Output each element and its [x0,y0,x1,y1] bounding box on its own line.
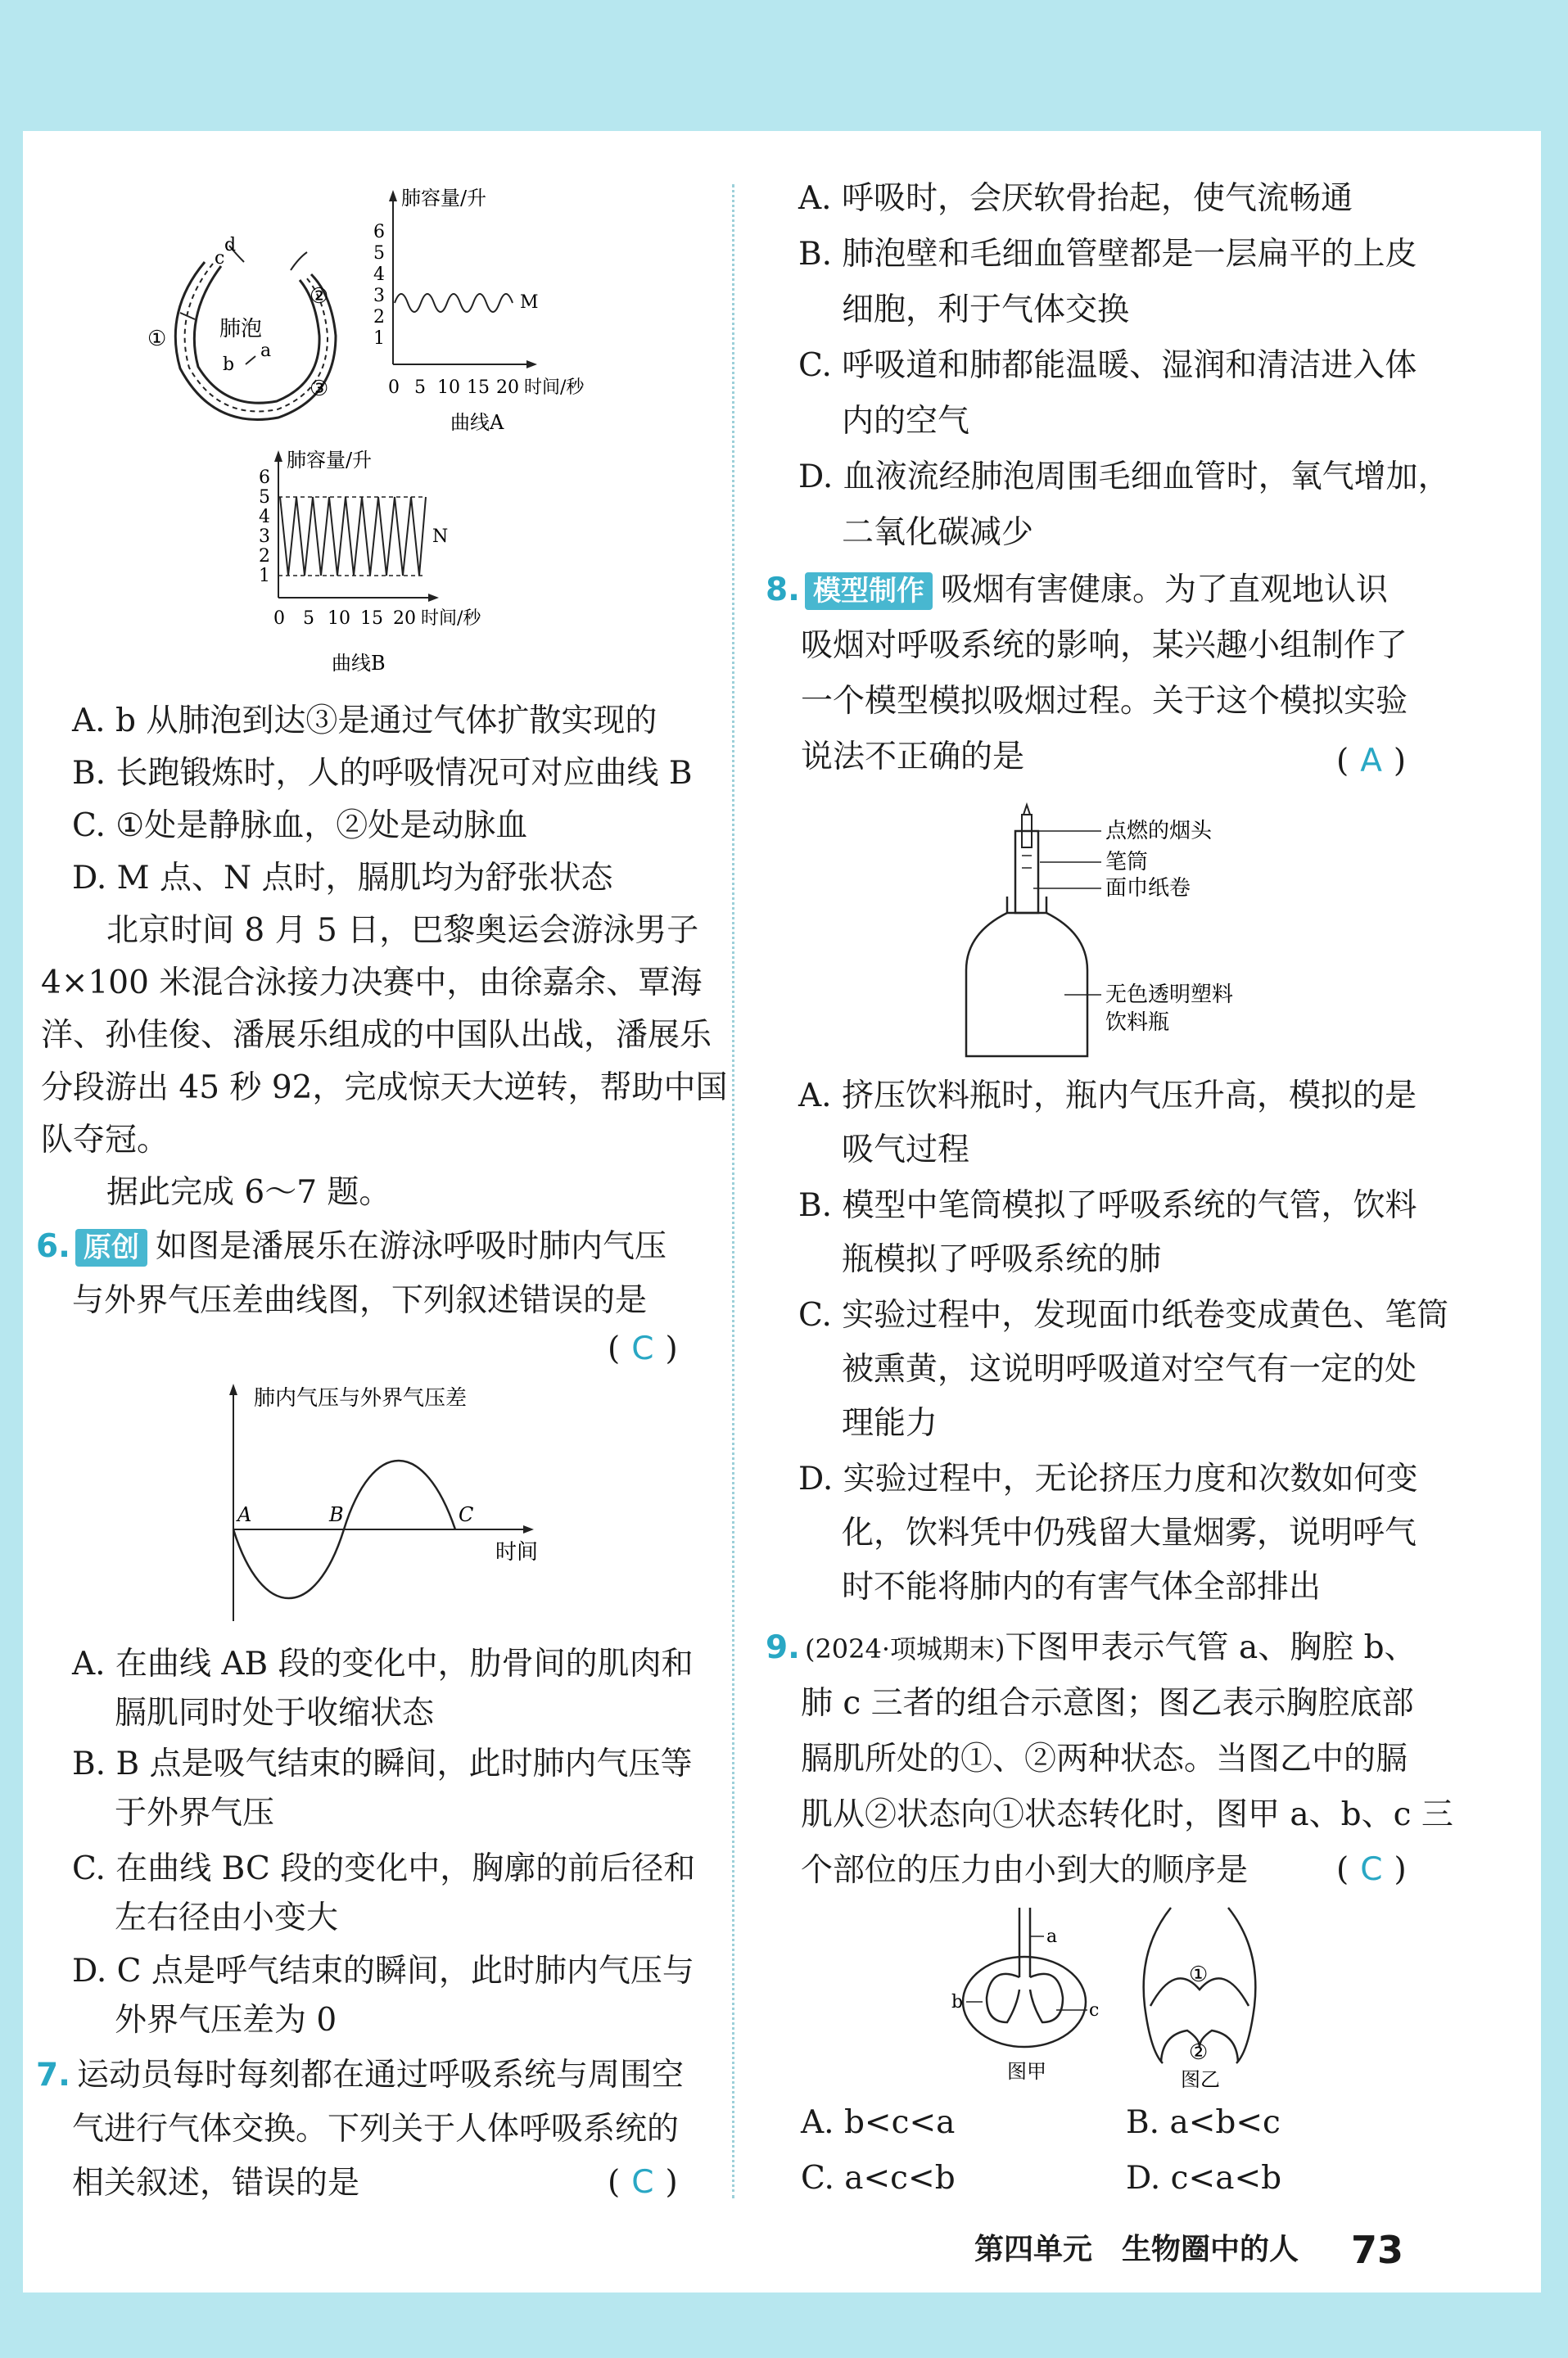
curve-a-ytick: 2 [373,307,385,328]
bottle-label-bottle-line2: 饮料瓶 [1105,1010,1170,1035]
curve-b-ytick: 5 [259,487,270,508]
alveolus-label-a: a [260,341,272,361]
alveolus-label-d: d [224,235,237,255]
curve-b-ytick: 3 [259,526,270,547]
q9-option-b: B. a<b<c [1126,2104,1281,2141]
q9-label-b: b [951,1992,964,2012]
curve-a-figure [368,180,630,442]
passage-line: 4×100 米混合泳接力决赛中，由徐嘉余、覃海 [41,964,703,1001]
q6-option-b-line1: B. B 点是吸气结束的瞬间，此时肺内气压等 [72,1746,693,1782]
q9-option-d: D. c<a<b [1126,2160,1282,2197]
bottle-label-tissue: 面巾纸卷 [1105,876,1191,901]
q9-answer: C [1360,1851,1383,1888]
curve-a-ylabel: 肺容量/升 [401,187,487,210]
q6-pressure-chart [213,1376,573,1629]
curve-a-ytick: 1 [373,328,385,349]
bottom-color-band [0,2292,1568,2358]
q9-option-c: C. a<c<b [801,2160,956,2197]
q9-stem-line1: 下图甲表示气管 a、胸腔 b、 [1005,1629,1417,1666]
q8-stem-line4: 说法不正确的是 [801,739,1025,775]
q7-option-c-line1: C. 呼吸道和肺都能温暖、湿润和清洁进入体 [798,347,1417,384]
q7-option-a: A. 呼吸时，会厌软骨抬起，使气流畅通 [798,180,1353,217]
q9-stem-line5: 个部位的压力由小到大的顺序是 [801,1852,1249,1889]
curve-b-figure [246,442,540,688]
alveolus-figure [147,221,360,442]
q8-stem-line1: 吸烟有害健康。为了直观地认识 [940,571,1388,608]
curve-b-xtick: 20 [393,608,416,629]
q8-stem-line3: 一个模型模拟吸烟过程。关于这个模拟实验 [801,683,1408,720]
left-color-band [0,0,23,2358]
q9-number: 9. [766,1629,800,1666]
q6-stem [36,1220,667,1274]
alveolus-label-c: c [215,248,225,269]
q7-stem-line1: 运动员每时每刻都在通过呼吸系统与周围空 [76,2057,684,2094]
curve-a-ytick: 4 [373,264,385,285]
curve-a-xtick: 10 [437,377,460,398]
q5-option-b: B. 长跑锻炼时，人的呼吸情况可对应曲线 B [72,755,693,792]
q7-stem [36,2049,684,2103]
q7-option-b-line2: 细胞，利于气体交换 [842,291,1130,328]
curve-a-xtick: 0 [388,377,400,398]
curve-b-ytick: 1 [259,566,270,586]
q8-option-b-line1: B. 模型中笔筒模拟了呼吸系统的气管，饮料 [798,1187,1417,1224]
q9-label-state1: ① [1189,1963,1209,1987]
q5-option-c: C. ①处是静脉血，②处是动脉血 [72,807,528,844]
curve-b-xtick: 10 [328,608,350,629]
q8-option-d-line1: D. 实验过程中，无论挤压力度和次数如何变 [798,1461,1418,1497]
q7-answer: C [631,2164,654,2201]
q5-option-a: A. b 从肺泡到达③是通过气体扩散实现的 [72,702,657,739]
q9-stem-line2: 肺 c 三者的组合示意图；图乙表示胸腔底部 [801,1685,1414,1722]
q6-option-a-line2: 膈肌同时处于收缩状态 [115,1695,435,1732]
q6-option-b-line2: 于外界气压 [115,1795,275,1832]
q8-option-b-line2: 瓶模拟了呼吸系统的肺 [842,1241,1162,1278]
q6-stem-line2: 与外界气压差曲线图，下列叙述错误的是 [72,1282,648,1319]
bottle-label-bottle-line1: 无色透明塑料 [1105,982,1234,1007]
bottle-label-cigarette: 点燃的烟头 [1105,819,1213,843]
passage-instruction: 据此完成 6～7 题。 [106,1174,391,1211]
q9-stem-line4: 肌从②状态向①状态转化时，图甲 a、b、c 三 [801,1796,1453,1833]
q8-stem-line2: 吸烟对呼吸系统的影响，某兴趣小组制作了 [801,627,1408,664]
passage-line: 北京时间 8 月 5 日，巴黎奥运会游泳男子 [106,912,699,949]
q8-answer-box: ( A ) [1336,743,1407,779]
q6-chart-ylabel: 肺内气压与外界气压差 [254,1386,468,1411]
q8-option-d-line2: 化，饮料凭中仍残留大量烟雾，说明呼气 [842,1515,1417,1552]
curve-b-xlabel: 时间/秒 [421,608,481,629]
q6-stem-line1: 如图是潘展乐在游泳呼吸时肺内气压 [155,1228,667,1265]
footer-unit-title: 第四单元 生物圈中的人 [974,2233,1299,2266]
q6-option-d-line1: D. C 点是呼气结束的瞬间，此时肺内气压与 [72,1953,694,1990]
curve-a-marker: M [520,292,539,313]
alveolus-label-3: ③ [310,377,329,401]
alveolus-label-lung: 肺泡 [219,317,263,341]
curve-b-ytick: 2 [259,546,270,567]
q8-number: 8. [766,571,800,608]
curve-a-ytick: 6 [373,222,385,242]
q7-option-d-line1: D. 血液流经肺泡周围毛细血管时，氧气增加， [798,458,1450,495]
curve-b-xtick: 0 [273,608,285,629]
q9-stem [766,1621,1417,1676]
curve-b-ytick: 4 [259,507,270,527]
q6-point-b: B [329,1503,344,1526]
right-color-band [1541,0,1568,2358]
q8-option-c-line1: C. 实验过程中，发现面巾纸卷变成黄色、笔筒 [798,1297,1449,1334]
q6-tag-original: 原创 [75,1229,147,1267]
alveolus-label-b: b [223,355,235,375]
q7-option-b-line1: B. 肺泡壁和毛细血管壁都是一层扁平的上皮 [798,236,1417,273]
q7-option-d-line2: 二氧化碳减少 [842,514,1034,551]
column-divider [732,184,734,2198]
q6-answer: C [631,1330,654,1367]
q6-option-c-line2: 左右径由小变大 [115,1900,339,1936]
passage-line: 分段游出 45 秒 92，完成惊天大逆转，帮助中国 [41,1069,728,1106]
page-number: 73 [1351,2228,1404,2272]
curve-b-marker: N [432,526,449,547]
q6-number: 6. [36,1228,70,1265]
q7-option-c-line2: 内的空气 [842,403,970,440]
q9-label-a: a [1046,1927,1058,1947]
q6-point-a: A [237,1503,252,1526]
q8-option-c-line2: 被熏黄，这说明呼吸道对空气有一定的处 [842,1351,1417,1388]
q9-label-c: c [1089,2000,1100,2021]
curve-b-ytick: 6 [259,468,270,488]
passage-line: 洋、孙佳俊、潘展乐组成的中国队出战，潘展乐 [41,1017,712,1054]
q6-answer-box: ( C ) [608,1330,678,1367]
q8-tag-model: 模型制作 [805,572,933,610]
q7-stem-line2: 气进行气体交换。下列关于人体呼吸系统的 [72,2111,680,2148]
curve-a-ytick: 5 [373,243,385,264]
curve-b-xtick: 15 [360,608,383,629]
top-color-band [0,0,1568,131]
q6-chart-xlabel: 时间 [495,1540,539,1565]
q7-answer-box: ( C ) [608,2164,678,2201]
q9-figures [942,1900,1286,2096]
curve-a-xtick: 15 [467,377,490,398]
q9-caption-2: 图乙 [1181,2068,1220,2091]
q8-stem [766,563,1388,617]
bottle-label-pen-tube: 笔筒 [1105,850,1149,874]
q9-option-a: A. b<c<a [801,2104,956,2141]
q9-label-state2: ② [1189,2040,1209,2065]
curve-b-ylabel: 肺容量/升 [287,449,373,472]
q8-option-a-line2: 吸气过程 [842,1132,970,1168]
curve-a-xtick: 5 [414,377,426,398]
q8-option-a-line1: A. 挤压饮料瓶时，瓶内气压升高，模拟的是 [798,1077,1417,1114]
smoking-model-figure [958,798,1302,1068]
passage-line: 队夺冠。 [41,1122,169,1159]
q6-option-c-line1: C. 在曲线 BC 段的变化中，胸廓的前后径和 [72,1850,696,1887]
q8-option-c-line3: 理能力 [842,1405,938,1442]
curve-b-caption: 曲线B [332,652,386,675]
q5-option-d: D. M 点、N 点时，膈肌均为舒张状态 [72,860,613,897]
alveolus-label-1: ① [147,327,167,351]
q9-source: (2024·项城期末) [804,1633,1005,1665]
q6-option-a-line1: A. 在曲线 AB 段的变化中，肋骨间的肌肉和 [72,1646,694,1683]
curve-a-xtick: 20 [496,377,519,398]
q7-number: 7. [36,2057,70,2094]
curve-a-xlabel: 时间/秒 [524,377,585,398]
q6-point-c: C [459,1503,474,1526]
q8-answer: A [1360,743,1382,779]
q9-caption-1: 图甲 [1007,2060,1046,2083]
q9-stem-line3: 膈肌所处的①、②两种状态。当图乙中的膈 [801,1741,1408,1778]
alveolus-label-2: ② [310,284,329,309]
q6-option-d-line2: 外界气压差为 0 [115,2002,337,2039]
curve-a-ytick: 3 [373,286,385,306]
curve-a-caption: 曲线A [450,411,504,434]
curve-b-xtick: 5 [303,608,314,629]
q9-answer-box: ( C ) [1336,1851,1407,1888]
q8-option-d-line3: 时不能将肺内的有害气体全部排出 [842,1569,1322,1606]
q7-stem-line3: 相关叙述，错误的是 [72,2165,360,2202]
